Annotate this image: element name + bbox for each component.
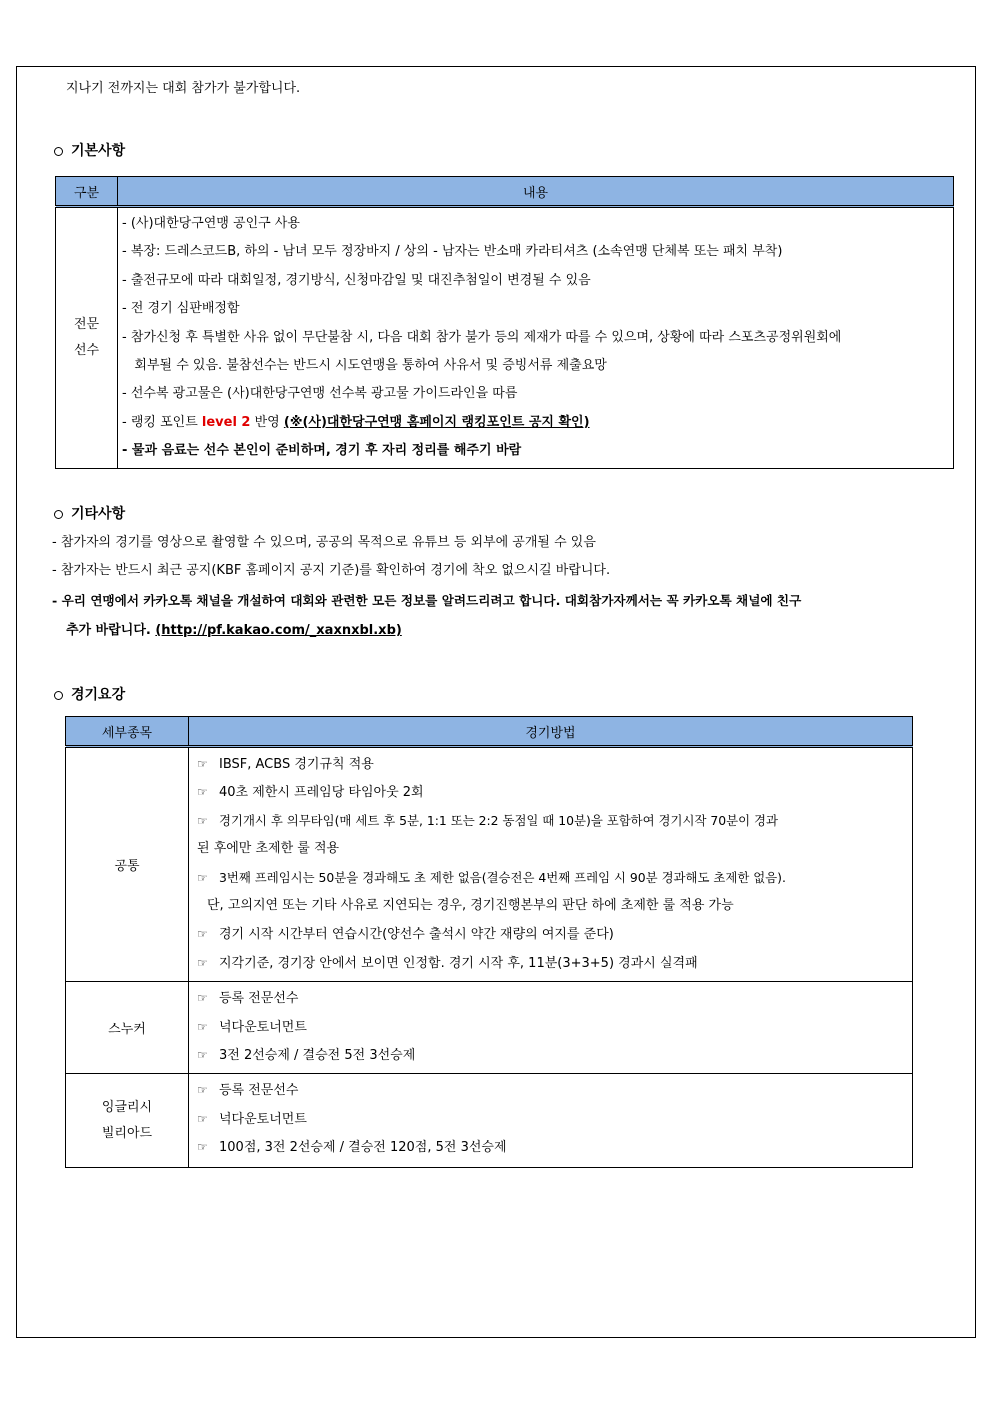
other-line-3: - 우리 연맹에서 카카오톡 채널을 개설하여 대회와 관련한 모든 정보를 알려드리려고 합니다. 대회참가자께서는 꼭 카카오톡 채널에 친구 xyxy=(52,593,802,608)
ranking-item xyxy=(118,409,953,437)
basic-item: - 참가신청 후 특별한 사유 없이 무단불참 시, 다음 대회 참가 불가 등의 제재가 따를 수 있으며, 상황에 따라 스포츠공정위원회에 xyxy=(122,329,842,345)
basic-content-cell xyxy=(118,207,954,469)
circle-bullet-icon xyxy=(54,510,63,519)
basic-row-label-2: 선수 xyxy=(73,342,100,358)
rule-text: 3전 2선승제 / 결승전 5전 3선승제 xyxy=(219,1047,416,1063)
common-cell xyxy=(189,747,913,982)
snooker-label: 스누커 xyxy=(66,982,189,1074)
rule-item xyxy=(193,1013,912,1041)
rule-text: 단, 고의지연 또는 기타 사유로 지연되는 경우, 경기진행본부의 판단 하에 초제한 룰 적용 가능 xyxy=(207,897,734,913)
pointing-hand-icon: ☞ xyxy=(197,1083,208,1098)
pointing-hand-icon: ☞ xyxy=(197,1111,208,1126)
rule-item xyxy=(193,1133,912,1161)
pointing-hand-icon: ☞ xyxy=(197,991,208,1006)
basic-col-content: 내용 xyxy=(118,177,954,207)
rules-col-method: 경기방법 xyxy=(189,717,913,747)
rule-item xyxy=(193,1076,912,1104)
basic-item: - 출전규모에 따라 대회일정, 경기방식, 신청마감일 및 대진추첨일이 변경될 수 있음 xyxy=(122,272,591,288)
pointing-hand-icon: ☞ xyxy=(197,785,208,800)
rule-text: 넉다운토너먼트 xyxy=(219,1019,307,1035)
basic-table xyxy=(55,176,954,469)
common-label: 공통 xyxy=(66,747,189,982)
rule-text: 등록 전문선수 xyxy=(219,1083,299,1099)
ranking-mid: 반영 xyxy=(250,414,284,430)
ranking-level: level 2 xyxy=(201,414,251,430)
rule-item xyxy=(193,920,912,948)
rule-item xyxy=(193,984,912,1012)
other-line-4 xyxy=(66,623,402,639)
circle-bullet-icon xyxy=(54,147,63,156)
rule-text: 100점, 3전 2선승제 / 결승전 120점, 5전 3선승제 xyxy=(219,1140,507,1156)
basic-item: 회부될 수 있음. 불참선수는 반드시 시도연맹을 통하여 사유서 및 증빙서류 제출요망 xyxy=(122,357,607,373)
ranking-note: (※(사)대한당구연맹 홈페이지 랭킹포인트 공지 확인) xyxy=(283,414,590,430)
basic-heading xyxy=(54,140,125,160)
rule-item xyxy=(193,1105,912,1133)
rule-item xyxy=(193,1041,912,1069)
english-label-1: 잉글리시 xyxy=(101,1099,153,1115)
rule-item xyxy=(193,949,912,977)
rule-text: 40초 제한시 프레임당 타임아웃 2회 xyxy=(219,785,424,801)
english-cell xyxy=(189,1074,913,1168)
pointing-hand-icon: ☞ xyxy=(197,870,208,885)
basic-last-item: - 물과 음료는 선수 본인이 준비하며, 경기 후 자리 정리를 해주기 바람 xyxy=(122,443,522,459)
rule-text: 등록 전문선수 xyxy=(219,991,299,1007)
pointing-hand-icon: ☞ xyxy=(197,813,208,828)
basic-row-label xyxy=(56,207,118,469)
rule-item xyxy=(193,750,912,778)
pointing-hand-icon: ☞ xyxy=(197,955,208,970)
other-line-1: - 참가자의 경기를 영상으로 촬영할 수 있으며, 공공의 목적으로 유튜브 등 외부에 공개될 수 있음 xyxy=(52,535,596,550)
pointing-hand-icon: ☞ xyxy=(197,757,208,771)
rule-text: 된 후에만 초제한 룰 적용 xyxy=(197,841,340,857)
other-heading-text: 기타사항 xyxy=(71,506,126,522)
rule-item xyxy=(193,807,912,835)
rule-text: IBSF, ACBS 경기규칙 적용 xyxy=(219,757,374,772)
rule-item xyxy=(193,892,912,920)
rules-heading-text: 경기요강 xyxy=(71,687,126,703)
rule-text: 경기개시 후 의무타임(매 세트 후 5분, 1:1 또는 2:2 동점일 때 10분)을 포함하여 경기시작 70분이 경과 xyxy=(219,812,778,828)
english-label xyxy=(66,1074,189,1168)
basic-item: - 선수복 광고물은 (사)대한당구연맹 선수복 광고물 가이드라인을 따름 xyxy=(122,386,518,402)
basic-row-label-1: 전문 xyxy=(73,316,100,332)
other-line-4-text: 추가 바랍니다. xyxy=(66,623,156,638)
pointing-hand-icon: ☞ xyxy=(197,1019,208,1034)
basic-heading-text: 기본사항 xyxy=(71,143,126,159)
rule-text: 경기 시작 시간부터 연습시간(양선수 출석시 약간 재량의 여지를 준다) xyxy=(219,927,614,943)
rule-text: 넉다운토너먼트 xyxy=(219,1111,307,1127)
english-label-2: 빌리아드 xyxy=(101,1125,153,1141)
rule-item xyxy=(193,778,912,806)
rule-item xyxy=(193,864,912,892)
ranking-prefix: - 랭킹 포인트 xyxy=(122,414,202,430)
basic-item: - (사)대한당구연맹 공인구 사용 xyxy=(122,216,300,231)
pointing-hand-icon: ☞ xyxy=(197,1047,208,1062)
other-line-2: - 참가자는 반드시 최근 공지(KBF 홈페이지 공지 기준)를 확인하여 경기에 착오 없으시길 바랍니다. xyxy=(52,563,611,578)
rule-text: 지각기준, 경기장 안에서 보이면 인정함. 경기 시작 후, 11분(3+3+5) 경과시 실격패 xyxy=(219,955,698,971)
basic-item: - 전 경기 심판배정함 xyxy=(122,301,240,317)
pointing-hand-icon: ☞ xyxy=(197,927,208,942)
circle-bullet-icon xyxy=(54,691,63,700)
rules-table xyxy=(65,716,913,1168)
pointing-hand-icon: ☞ xyxy=(197,1140,208,1155)
basic-col-category: 구분 xyxy=(56,177,118,207)
rule-text: 3번째 프레임시는 50분을 경과해도 초 제한 없음(결승전은 4번째 프레임 시 90분 경과해도 초제한 없음). xyxy=(219,869,786,885)
intro-line: 지나기 전까지는 대회 참가가 불가합니다. xyxy=(66,81,301,96)
rules-col-event: 세부종목 xyxy=(66,717,189,747)
rule-item xyxy=(193,835,912,863)
basic-item: - 복장: 드레스코드B, 하의 - 남녀 모두 정장바지 / 상의 - 남자는 반소매 카라티셔츠 (소속연맹 단체복 또는 패치 부착) xyxy=(122,244,783,260)
other-heading xyxy=(54,503,125,523)
rules-heading xyxy=(54,684,125,704)
kakao-channel-link[interactable]: (http://pf.kakao.com/_xaxnxbl.xb) xyxy=(155,623,402,638)
snooker-cell xyxy=(189,982,913,1074)
